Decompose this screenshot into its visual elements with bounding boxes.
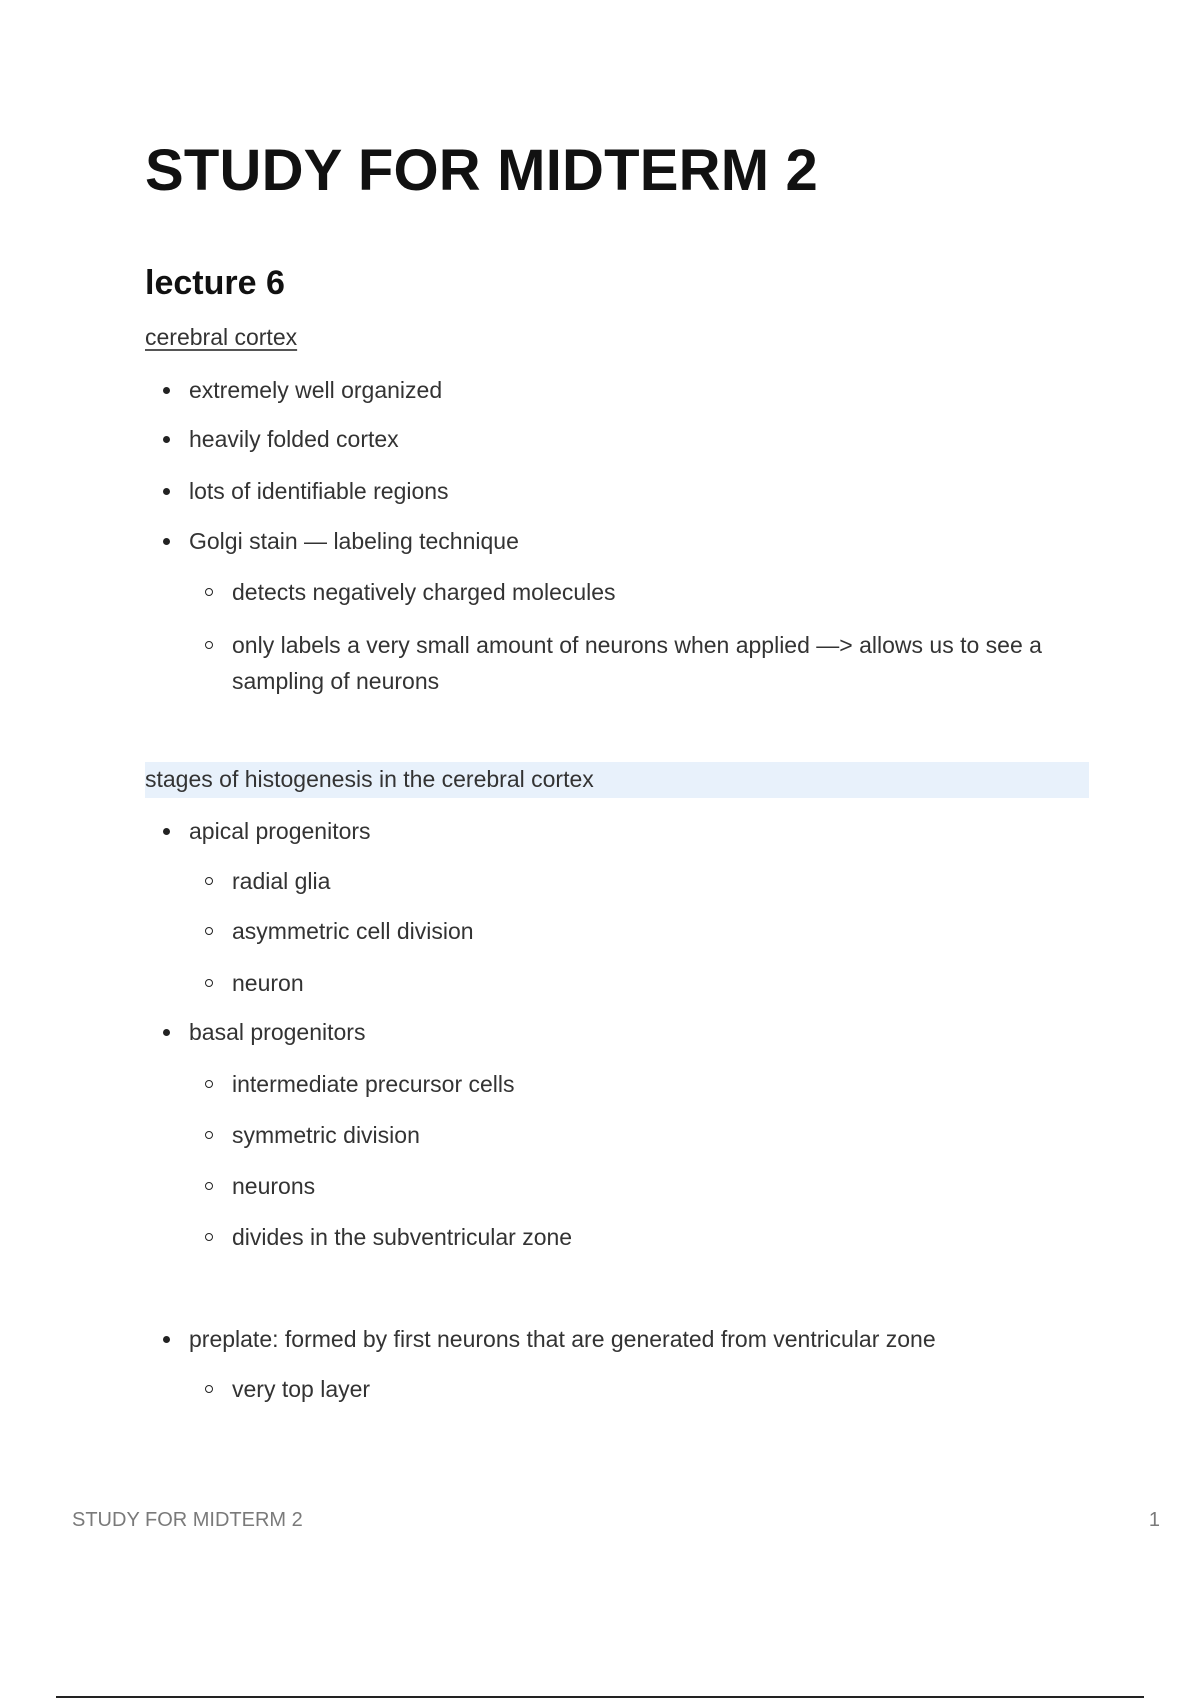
sub-list-item: only labels a very small amount of neurons when applied —> allows us to see a sampling of neurons: [232, 627, 1102, 699]
list-item: heavily folded cortex: [189, 421, 399, 457]
sub-list-item: radial glia: [232, 863, 330, 899]
bullet-icon: [163, 387, 170, 394]
hollow-bullet-icon: [205, 927, 213, 935]
section-heading: lecture 6: [145, 264, 285, 302]
list-item: lots of identifiable regions: [189, 473, 449, 509]
sub-list-item: intermediate precursor cells: [232, 1066, 515, 1102]
bullet-icon: [163, 436, 170, 443]
bullet-icon: [163, 828, 170, 835]
list-item: extremely well organized: [189, 372, 442, 408]
page-divider: [56, 1696, 1144, 1698]
sub-list-item: neurons: [232, 1168, 315, 1204]
sub-list-item: neuron: [232, 965, 304, 1001]
sub-list-item: divides in the subventricular zone: [232, 1219, 572, 1255]
bullet-icon: [163, 1336, 170, 1343]
hollow-bullet-icon: [205, 1131, 213, 1139]
bullet-icon: [163, 1029, 170, 1036]
bullet-icon: [163, 538, 170, 545]
sub-list-item: asymmetric cell division: [232, 913, 474, 949]
sub-list-item: symmetric division: [232, 1117, 420, 1153]
list-item: apical progenitors: [189, 813, 371, 849]
list-item: preplate: formed by first neurons that are generated from ventricular zone: [189, 1321, 936, 1357]
histogenesis-heading: stages of histogenesis in the cerebral cortex: [145, 766, 594, 792]
footer-title: STUDY FOR MIDTERM 2: [72, 1509, 303, 1531]
list-item: basal progenitors: [189, 1014, 365, 1050]
hollow-bullet-icon: [205, 877, 213, 885]
hollow-bullet-icon: [205, 979, 213, 987]
sub-list-item: very top layer: [232, 1371, 370, 1407]
hollow-bullet-icon: [205, 641, 213, 649]
hollow-bullet-icon: [205, 1080, 213, 1088]
sub-list-item: detects negatively charged molecules: [232, 574, 616, 610]
hollow-bullet-icon: [205, 1385, 213, 1393]
page-number: 1: [1148, 1509, 1160, 1531]
page-title: STUDY FOR MIDTERM 2: [145, 138, 818, 203]
topic-link-cerebral-cortex[interactable]: cerebral cortex: [145, 324, 298, 350]
hollow-bullet-icon: [205, 588, 213, 596]
hollow-bullet-icon: [205, 1233, 213, 1241]
bullet-icon: [163, 488, 170, 495]
hollow-bullet-icon: [205, 1182, 213, 1190]
list-item: Golgi stain — labeling technique: [189, 523, 519, 559]
